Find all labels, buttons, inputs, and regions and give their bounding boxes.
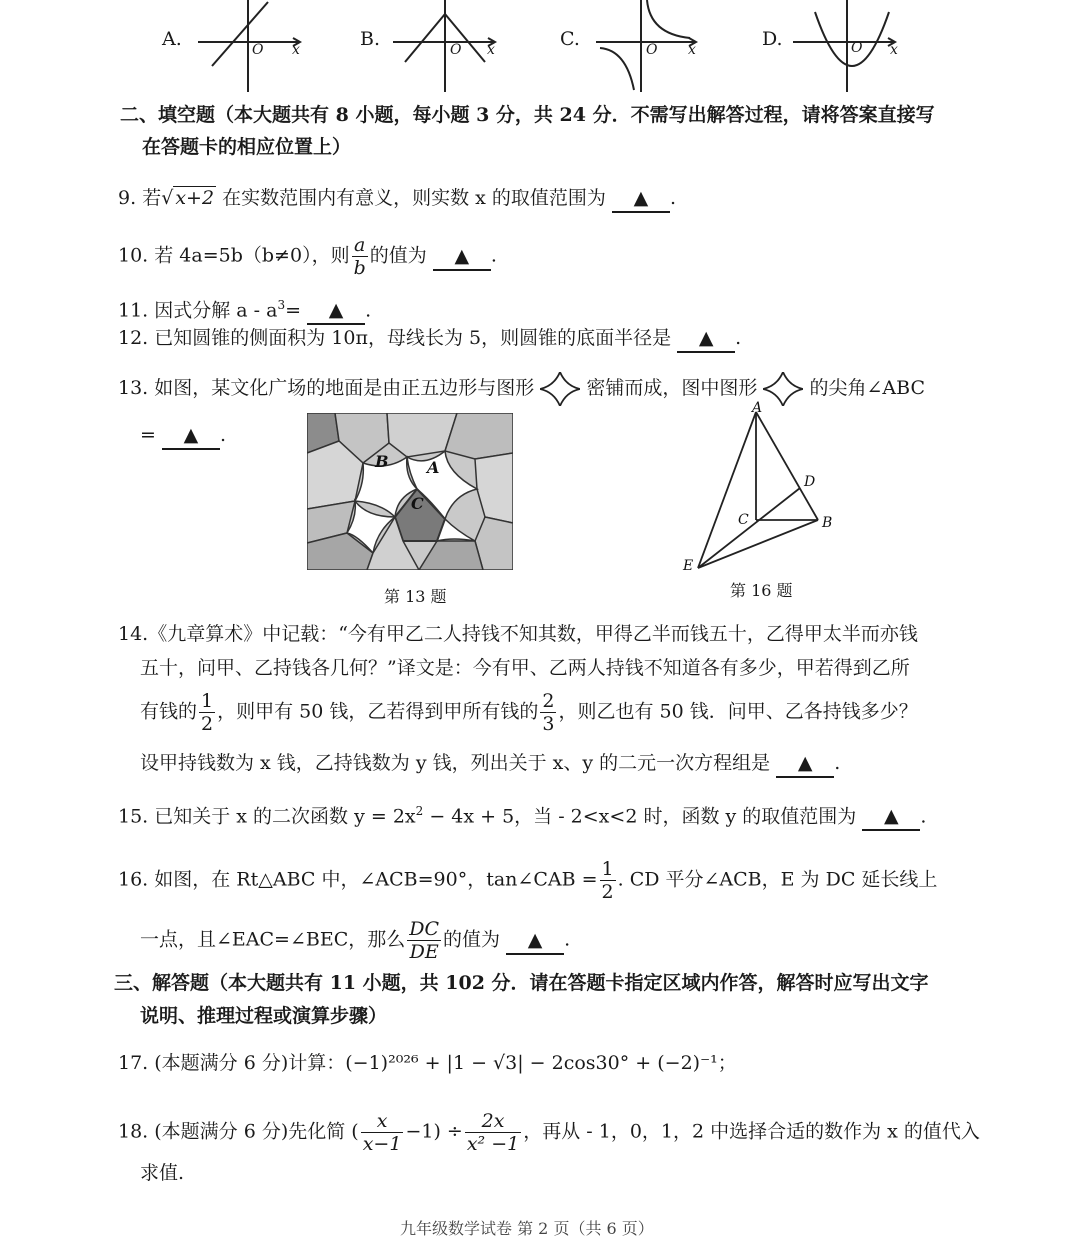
figure-13-caption: 第 13 题 <box>384 587 447 606</box>
question-11: 11. 因式分解 $a - a^3=$ ▲ . <box>118 292 371 325</box>
origin-label-d: O <box>851 40 863 56</box>
option-b-label: B. <box>360 28 381 50</box>
q9-answer-blank[interactable]: ▲ <box>612 185 670 213</box>
q13-answer-blank[interactable]: ▲ <box>162 422 220 450</box>
x-label-b: x <box>487 42 495 58</box>
question-9: 9. 若√ x+2 在实数范围内有意义，则实数 x 的取值范围为 ▲ . <box>118 185 676 213</box>
question-18: 18. (本题满分 6 分)先化简 ( $\frac{x}{x-1}$ −1) ÷ $\frac{2x}{\text{x² −1}}$ ，再从 - 1，0，1，2 中选择合适的数作为 x 的值代入 <box>118 1110 980 1155</box>
q11-number: 11. <box>118 299 149 322</box>
fig13-label-a: A <box>427 458 440 477</box>
q15-number: 15. <box>118 805 149 828</box>
fig16-label-c: C <box>738 512 749 528</box>
q13-line2: = ▲ . <box>140 422 226 450</box>
section3-heading-line2: 说明、推理过程或演算步骤） <box>140 1005 388 1027</box>
q11-pre: 因式分解 a - a <box>154 299 278 322</box>
origin-label-c: O <box>646 42 658 58</box>
q9-pre: 若 <box>142 187 162 209</box>
question-14-line4: 设甲持钱数为 x 钱，乙持钱数为 y 钱，列出关于 x、y 的二元一次方程组是 ▲ . <box>140 750 840 778</box>
fig13-label-c: C <box>411 494 424 513</box>
fig16-label-e: E <box>683 558 694 574</box>
q14-fraction-1: $\frac{1}{2}$ <box>201 690 214 735</box>
question-14-line1: 14.《九章算术》中记载：“今有甲乙二人持钱不知其数，甲得乙半而钱五十，乙得甲太半而亦钱 <box>118 623 918 645</box>
fig16-label-a: A <box>752 400 763 416</box>
page-footer: 九年级数学试卷 第 2 页（共 6 页） <box>400 1219 654 1238</box>
q13-post: 的尖角∠ABC <box>809 377 925 399</box>
q12-text: 已知圆锥的侧面积为 10π，母线长为 5，则圆锥的底面半径是 <box>154 327 672 349</box>
q10-post: 的值为 <box>369 244 427 267</box>
figure-16-triangle <box>680 400 840 580</box>
origin-label-b: O <box>450 42 462 58</box>
fig16-label-d: D <box>804 474 816 490</box>
q10-number: 10. <box>118 244 149 267</box>
option-a-label: A. <box>162 28 182 50</box>
q10-answer-blank[interactable]: ▲ <box>433 243 491 271</box>
fig13-label-b: B <box>375 452 389 471</box>
q10-pre: 若 4a=5b（b≠0），则 <box>154 244 350 267</box>
option-d-label: D. <box>762 28 783 50</box>
q18-fraction-1: $\frac{x}{x-1}$ <box>362 1110 402 1155</box>
question-12: 12. 已知圆锥的侧面积为 10π，母线长为 5，则圆锥的底面半径是 ▲ . <box>118 325 741 353</box>
q16-fraction-1: $\frac{1}{2}$ <box>601 858 614 903</box>
option-c-label: C. <box>560 28 580 50</box>
x-label-c: x <box>688 42 696 58</box>
star-shape-icon <box>540 372 580 406</box>
question-16-line2: 一点，且∠EAC=∠BEC，那么 $\frac{DC}{DE}$ 的值为 ▲ . <box>140 918 571 963</box>
section2-heading-line1: 二、填空题（本大题共有 8 小题，每小题 3 分，共 24 分．不需写出解答过程，请将答案直接写 <box>120 104 935 126</box>
section2-heading-line2: 在答题卡的相应位置上） <box>142 136 352 158</box>
q9-radicand: x+2 <box>175 187 215 209</box>
q18-fraction-2: $\frac{2x}{\text{x² −1}}$ <box>466 1110 520 1155</box>
q14-number: 14. <box>118 623 149 645</box>
question-10: 10. 若 4a=5b（b≠0），则 $\frac{a}{b}$ 的值为 ▲ . <box>118 234 497 279</box>
section3-heading-line1: 三、解答题（本大题共有 11 小题，共 102 分．请在答题卡指定区域内作答，解答时应写出文字 <box>114 972 929 994</box>
q16-number: 16. <box>118 868 149 891</box>
q14-answer-blank[interactable]: ▲ <box>776 750 834 778</box>
question-16-line1: 16. 如图，在 Rt△ABC 中，∠ACB=90°，tan∠CAB = $\frac{1}{2}$ . CD 平分∠ACB，E 为 DC 延长线上 <box>118 858 938 903</box>
question-14-line2: 五十，问甲、乙持钱各几何？”译文是：今有甲、乙两人持钱不知道各有多少，甲若得到乙所 <box>140 657 910 679</box>
question-17: 17. (本题满分 6 分)计算：(−1)²⁰²⁶ + |1 − √3| − 2cos30° + (−2)⁻¹； <box>118 1052 737 1074</box>
q10-fraction: $\frac{a}{b}$ <box>353 234 366 279</box>
q14-fraction-2: $\frac{2}{3}$ <box>542 690 555 735</box>
q9-post: 在实数范围内有意义，则实数 x 的取值范围为 <box>222 187 606 209</box>
x-label-d: x <box>890 42 898 58</box>
question-14-line3: 有钱的 $\frac{1}{2}$ ，则甲有 50 钱，乙若得到甲所有钱的 $\frac{2}{3}$ ，则乙也有 50 钱．问甲、乙各持钱多少？ <box>140 690 918 735</box>
x-label-a: x <box>292 42 300 58</box>
q18-number: 18. <box>118 1120 149 1143</box>
fig16-label-b: B <box>822 515 833 531</box>
option-a-graph <box>198 0 300 92</box>
figure-16-caption: 第 16 题 <box>730 581 793 600</box>
option-d-graph <box>793 0 895 92</box>
q16-fraction-2: $\frac{DC}{DE}$ <box>409 918 440 963</box>
origin-label-a: O <box>252 42 264 58</box>
q9-number: 9. <box>118 187 137 209</box>
figure-13-tiling <box>307 413 513 570</box>
q16-answer-blank[interactable]: ▲ <box>506 927 564 955</box>
q12-number: 12. <box>118 327 149 349</box>
q12-answer-blank[interactable]: ▲ <box>677 325 735 353</box>
q15-answer-blank[interactable]: ▲ <box>862 803 920 831</box>
q11-answer-blank[interactable]: ▲ <box>307 297 365 325</box>
option-b-graph <box>393 0 495 92</box>
q13-mid: 密铺而成，图中图形 <box>586 377 758 399</box>
q13-pre: 如图，某文化广场的地面是由正五边形与图形 <box>154 377 535 399</box>
q13-number: 13. <box>118 377 149 399</box>
question-15: 15. 已知关于 x 的二次函数 $y = 2x^2 - 4x + 5$，当 - 2<x<2 时，函数 y 的取值范围为 ▲ . <box>118 798 926 831</box>
question-18-line2: 求值. <box>140 1162 185 1184</box>
q17-number: 17. <box>118 1052 149 1074</box>
